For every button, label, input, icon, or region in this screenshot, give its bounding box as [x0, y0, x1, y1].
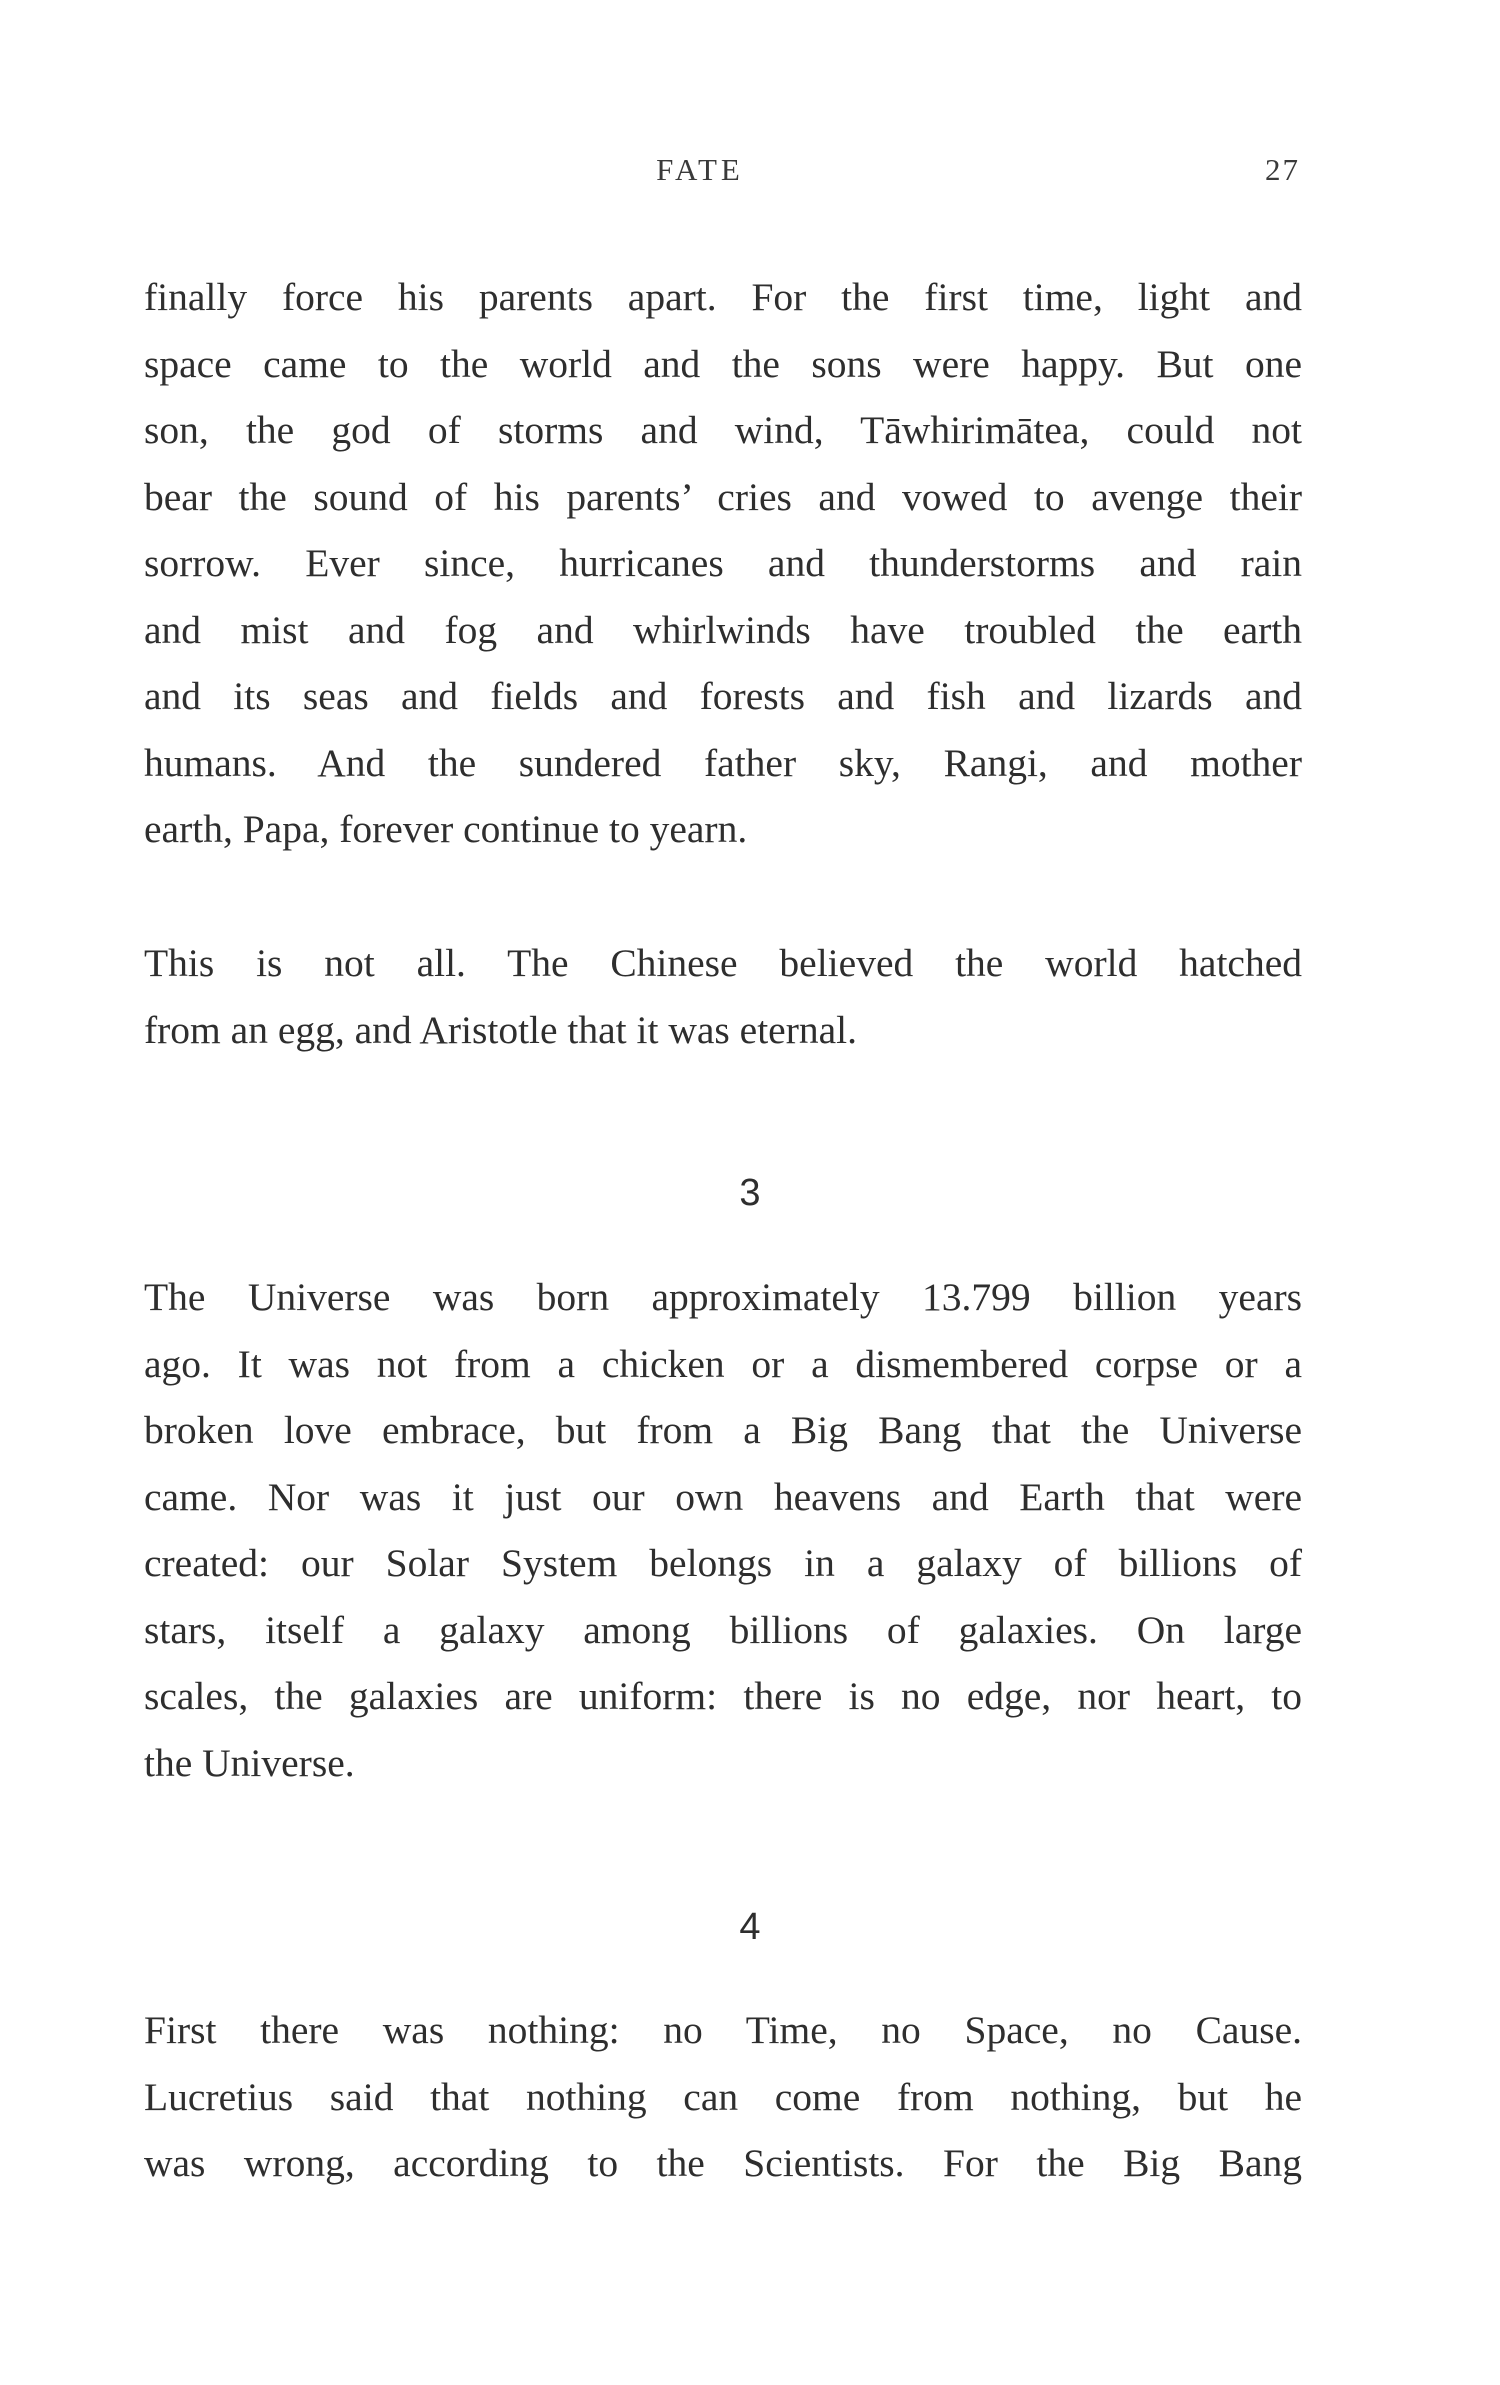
text-line: created: our Solar System belongs in a galaxy of billions of [144, 1541, 1302, 1585]
text-line: First there was nothing: no Time, no Space, no Cause. [144, 2008, 1302, 2052]
text-line: was wrong, according to the Scientists. For the Big Bang [144, 2141, 1302, 2185]
paragraph-section-4 [144, 1997, 1302, 2197]
text-line: broken love embrace, but from a Big Bang that the Universe [144, 1408, 1302, 1452]
text-line: This is not all. The Chinese believed the world hatched [144, 941, 1302, 985]
text-line: Lucretius said that nothing can come from nothing, but he [144, 2074, 1302, 2119]
text-line: humans. And the sundered father sky, Rangi, and mother [144, 740, 1302, 785]
paragraph-section-3 [144, 1264, 1302, 1796]
text-line: bear the sound of his parents’ cries and vowed to avenge their [144, 474, 1302, 519]
text-line: from an egg, and Aristotle that it was eternal. [144, 1007, 857, 1052]
text-line: ago. It was not from a chicken or a dismembered corpse or a [144, 1341, 1302, 1386]
page-number: 27 [1265, 152, 1300, 187]
text-line: space came to the world and the sons were happy. But one [144, 341, 1302, 386]
text-line: earth, Papa, forever continue to yearn. [144, 807, 748, 851]
text-line: finally force his parents apart. For the first time, light and [144, 275, 1302, 319]
text-line: sorrow. Ever since, hurricanes and thunderstorms and rain [144, 541, 1302, 585]
text-line: scales, the galaxies are uniform: there is no edge, nor heart, to [144, 1674, 1302, 1718]
text-line: and its seas and fields and forests and fish and lizards and [144, 674, 1302, 718]
running-head [0, 152, 1500, 192]
section-number-4: 4 [739, 1906, 761, 1948]
text-line: The Universe was born approximately 13.799 billion years [144, 1275, 1302, 1319]
running-title: FATE [656, 152, 744, 187]
paragraph-chinese-aristotle [144, 930, 1302, 1063]
text-line: son, the god of storms and wind, Tāwhirimātea, could not [144, 408, 1302, 452]
section-number-3: 3 [739, 1172, 761, 1214]
paragraph-continued [144, 264, 1302, 863]
text-line: and mist and fog and whirlwinds have troubled the earth [144, 607, 1302, 652]
text-line: came. Nor was it just our own heavens and Earth that were [144, 1474, 1302, 1519]
text-line: the Universe. [144, 1740, 355, 1785]
text-line: stars, itself a galaxy among billions of galaxies. On large [144, 1607, 1302, 1652]
